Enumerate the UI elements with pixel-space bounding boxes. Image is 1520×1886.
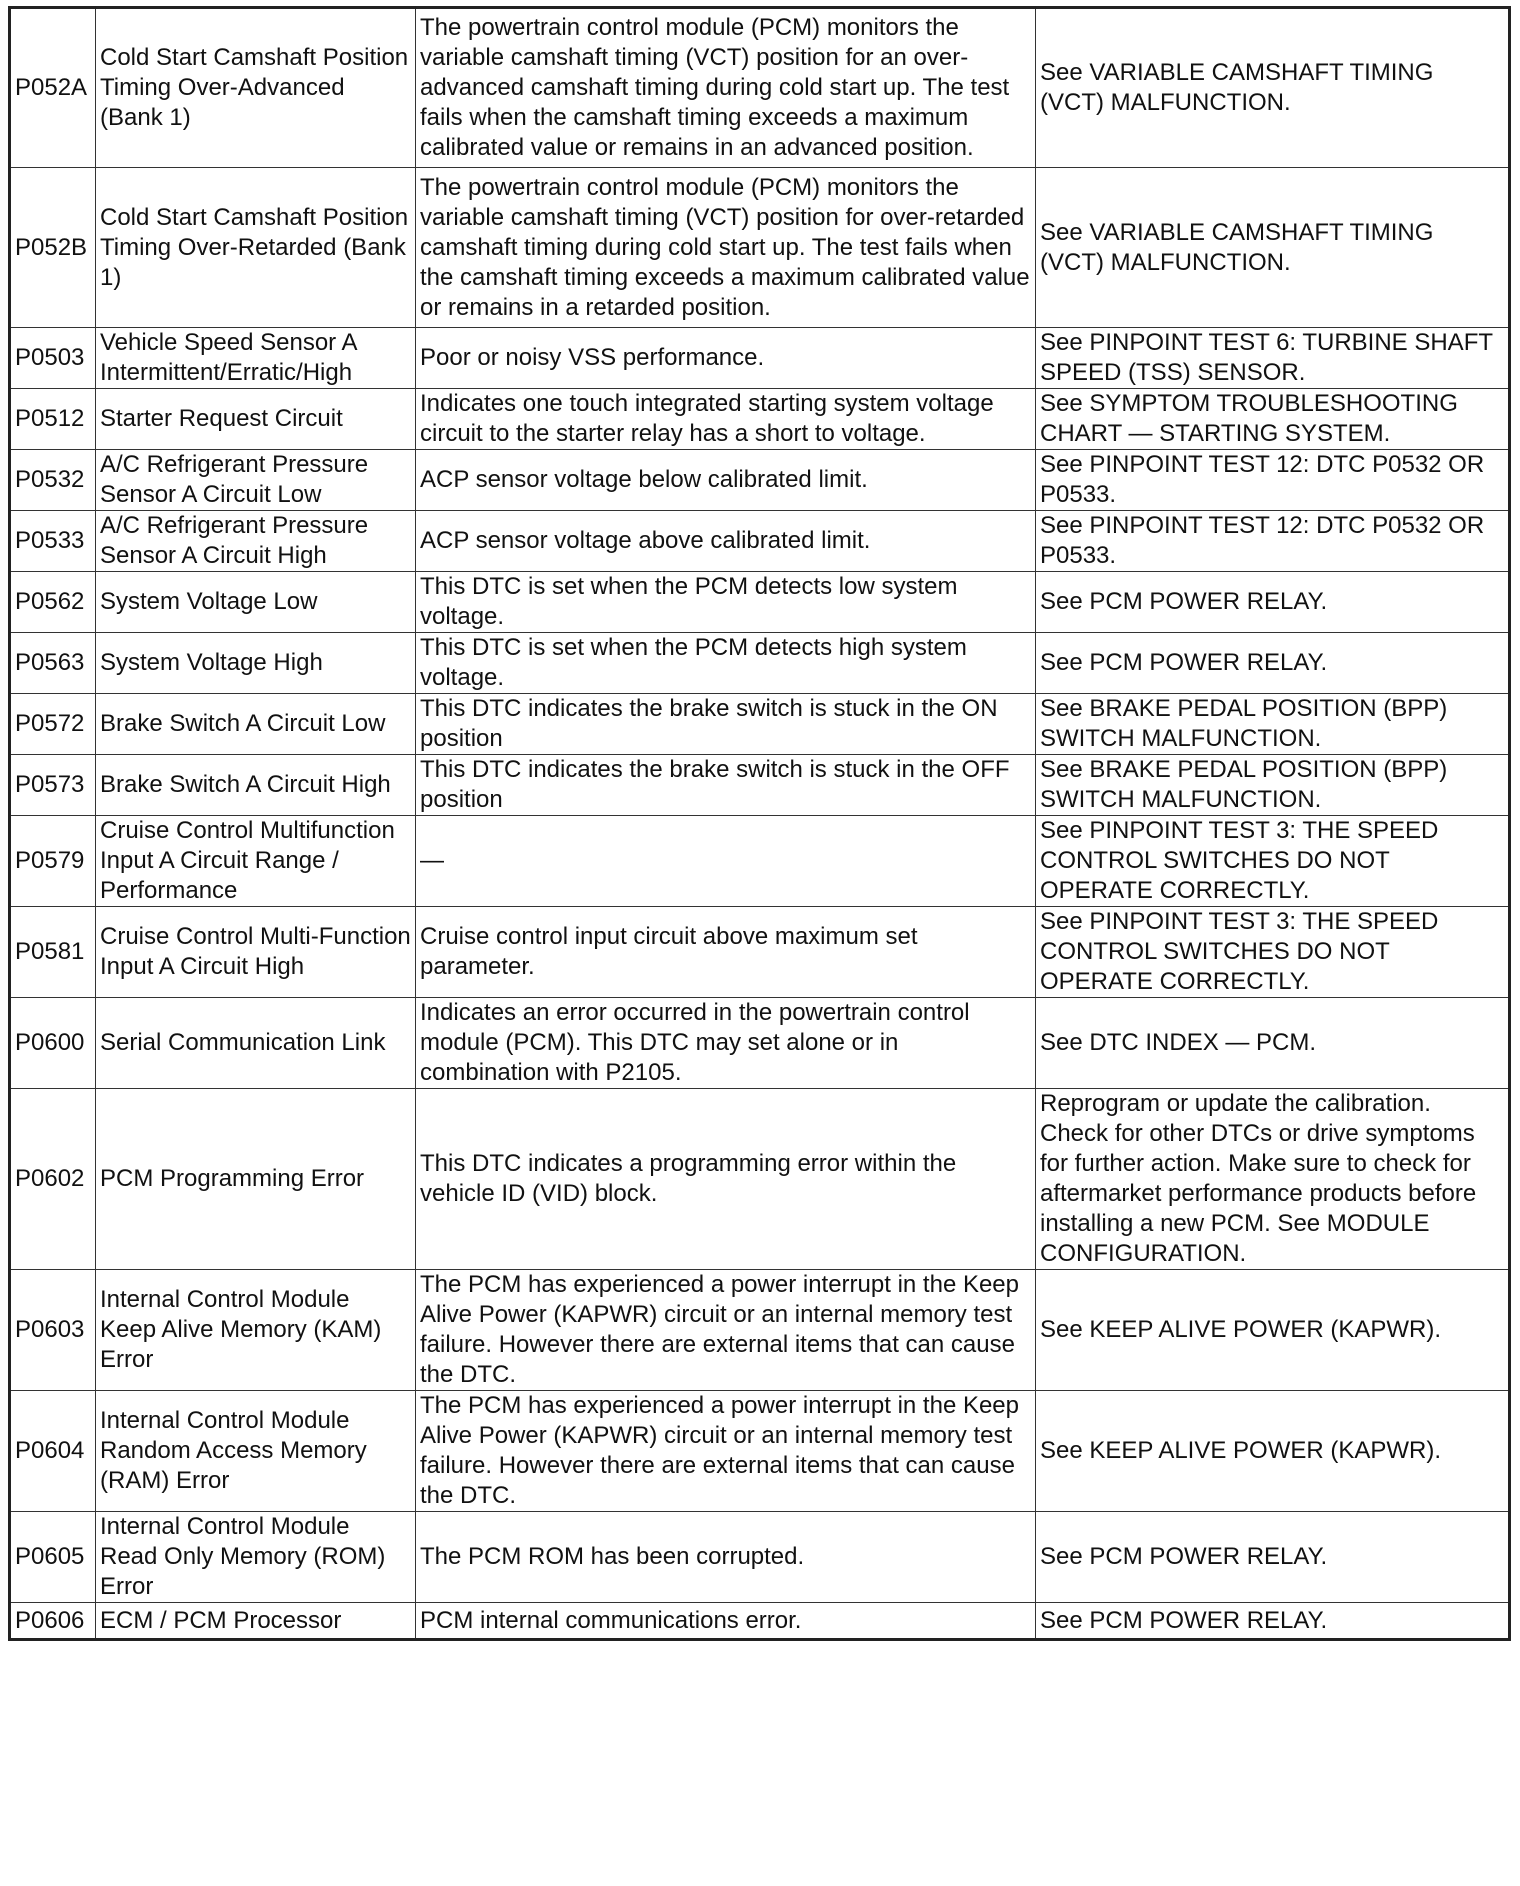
dtc-description-cell: Internal Control Module Keep Alive Memory (KAM) Error xyxy=(96,1270,416,1391)
dtc-code-cell: P052A xyxy=(10,8,96,168)
dtc-code-cell: P0573 xyxy=(10,755,96,816)
dtc-code-cell: P0572 xyxy=(10,694,96,755)
dtc-condition-cell: Indicates one touch integrated starting system voltage circuit to the starter relay has a short to voltage. xyxy=(416,389,1036,450)
dtc-code-cell: P0579 xyxy=(10,816,96,907)
table-row xyxy=(10,168,1510,328)
dtc-code-cell: P0533 xyxy=(10,511,96,572)
dtc-action-cell: Reprogram or update the calibration. Check for other DTCs or drive symptoms for further action. Make sure to check for aftermarket performance products before installing a new PCM. See MODULE CONFIGURATION. xyxy=(1036,1089,1510,1270)
dtc-description-cell: Serial Communication Link xyxy=(96,998,416,1089)
dtc-action-cell: See KEEP ALIVE POWER (KAPWR). xyxy=(1036,1270,1510,1391)
dtc-action-cell: See VARIABLE CAMSHAFT TIMING (VCT) MALFUNCTION. xyxy=(1036,168,1510,328)
dtc-action-cell: See PCM POWER RELAY. xyxy=(1036,1512,1510,1603)
dtc-condition-cell: Indicates an error occurred in the powertrain control module (PCM). This DTC may set alone or in combination with P2105. xyxy=(416,998,1036,1089)
dtc-code-cell: P0562 xyxy=(10,572,96,633)
dtc-description-cell: Cold Start Camshaft Position Timing Over-Advanced (Bank 1) xyxy=(96,8,416,168)
dtc-action-cell: See PINPOINT TEST 3: THE SPEED CONTROL SWITCHES DO NOT OPERATE CORRECTLY. xyxy=(1036,907,1510,998)
dtc-description-cell: Internal Control Module Random Access Memory (RAM) Error xyxy=(96,1391,416,1512)
dtc-table-body xyxy=(10,8,1510,1640)
dtc-description-cell: Starter Request Circuit xyxy=(96,389,416,450)
dtc-action-cell: See BRAKE PEDAL POSITION (BPP) SWITCH MALFUNCTION. xyxy=(1036,755,1510,816)
dtc-code-cell: P0606 xyxy=(10,1603,96,1640)
table-row xyxy=(10,1391,1510,1512)
table-row xyxy=(10,755,1510,816)
dtc-description-cell: ECM / PCM Processor xyxy=(96,1603,416,1640)
dtc-action-cell: See DTC INDEX — PCM. xyxy=(1036,998,1510,1089)
dtc-condition-cell: This DTC is set when the PCM detects high system voltage. xyxy=(416,633,1036,694)
table-row xyxy=(10,998,1510,1089)
dtc-condition-cell: The powertrain control module (PCM) monitors the variable camshaft timing (VCT) position for over-retarded camshaft timing during cold start up. The test fails when the camshaft timing exceeds a maximum calibrated value or remains in a retarded position. xyxy=(416,168,1036,328)
dtc-code-cell: P0581 xyxy=(10,907,96,998)
dtc-action-cell: See PCM POWER RELAY. xyxy=(1036,572,1510,633)
dtc-condition-cell: This DTC indicates the brake switch is stuck in the OFF position xyxy=(416,755,1036,816)
dtc-condition-cell: This DTC indicates a programming error within the vehicle ID (VID) block. xyxy=(416,1089,1036,1270)
dtc-action-cell: See PCM POWER RELAY. xyxy=(1036,633,1510,694)
dtc-code-cell: P0603 xyxy=(10,1270,96,1391)
dtc-condition-cell: The PCM has experienced a power interrupt in the Keep Alive Power (KAPWR) circuit or an internal memory test failure. However there are external items that can cause the DTC. xyxy=(416,1391,1036,1512)
dtc-condition-cell: The powertrain control module (PCM) monitors the variable camshaft timing (VCT) position for an over-advanced camshaft timing during cold start up. The test fails when the camshaft timing exceeds a maximum calibrated value or remains in an advanced position. xyxy=(416,8,1036,168)
table-row xyxy=(10,1603,1510,1640)
dtc-description-cell: System Voltage High xyxy=(96,633,416,694)
dtc-action-cell: See BRAKE PEDAL POSITION (BPP) SWITCH MALFUNCTION. xyxy=(1036,694,1510,755)
dtc-action-cell: See SYMPTOM TROUBLESHOOTING CHART — STARTING SYSTEM. xyxy=(1036,389,1510,450)
table-row xyxy=(10,511,1510,572)
dtc-condition-cell: — xyxy=(416,816,1036,907)
table-row xyxy=(10,1512,1510,1603)
dtc-code-cell: P0512 xyxy=(10,389,96,450)
dtc-condition-cell: ACP sensor voltage below calibrated limit. xyxy=(416,450,1036,511)
dtc-condition-cell: PCM internal communications error. xyxy=(416,1603,1036,1640)
dtc-condition-cell: Poor or noisy VSS performance. xyxy=(416,328,1036,389)
dtc-code-cell: P0602 xyxy=(10,1089,96,1270)
dtc-condition-cell: The PCM ROM has been corrupted. xyxy=(416,1512,1036,1603)
dtc-condition-cell: This DTC is set when the PCM detects low system voltage. xyxy=(416,572,1036,633)
dtc-condition-cell: ACP sensor voltage above calibrated limit. xyxy=(416,511,1036,572)
dtc-description-cell: Brake Switch A Circuit High xyxy=(96,755,416,816)
dtc-table xyxy=(8,6,1511,1641)
dtc-description-cell: PCM Programming Error xyxy=(96,1089,416,1270)
dtc-action-cell: See PINPOINT TEST 6: TURBINE SHAFT SPEED (TSS) SENSOR. xyxy=(1036,328,1510,389)
dtc-description-cell: Brake Switch A Circuit Low xyxy=(96,694,416,755)
dtc-condition-cell: The PCM has experienced a power interrupt in the Keep Alive Power (KAPWR) circuit or an internal memory test failure. However there are external items that can cause the DTC. xyxy=(416,1270,1036,1391)
dtc-condition-cell: Cruise control input circuit above maximum set parameter. xyxy=(416,907,1036,998)
table-row xyxy=(10,1089,1510,1270)
dtc-code-cell: P0605 xyxy=(10,1512,96,1603)
dtc-code-cell: P0503 xyxy=(10,328,96,389)
dtc-description-cell: Vehicle Speed Sensor A Intermittent/Erratic/High xyxy=(96,328,416,389)
dtc-description-cell: Cold Start Camshaft Position Timing Over-Retarded (Bank 1) xyxy=(96,168,416,328)
table-row xyxy=(10,450,1510,511)
dtc-action-cell: See PINPOINT TEST 12: DTC P0532 OR P0533. xyxy=(1036,450,1510,511)
table-row xyxy=(10,1270,1510,1391)
dtc-description-cell: Cruise Control Multi-Function Input A Circuit High xyxy=(96,907,416,998)
dtc-code-cell: P0532 xyxy=(10,450,96,511)
dtc-code-cell: P0563 xyxy=(10,633,96,694)
table-row xyxy=(10,328,1510,389)
dtc-action-cell: See PINPOINT TEST 12: DTC P0532 OR P0533. xyxy=(1036,511,1510,572)
dtc-condition-cell: This DTC indicates the brake switch is stuck in the ON position xyxy=(416,694,1036,755)
dtc-action-cell: See KEEP ALIVE POWER (KAPWR). xyxy=(1036,1391,1510,1512)
dtc-description-cell: Cruise Control Multifunction Input A Circuit Range / Performance xyxy=(96,816,416,907)
table-row xyxy=(10,816,1510,907)
table-row xyxy=(10,694,1510,755)
dtc-code-cell: P052B xyxy=(10,168,96,328)
dtc-action-cell: See VARIABLE CAMSHAFT TIMING (VCT) MALFUNCTION. xyxy=(1036,8,1510,168)
dtc-action-cell: See PINPOINT TEST 3: THE SPEED CONTROL SWITCHES DO NOT OPERATE CORRECTLY. xyxy=(1036,816,1510,907)
table-row xyxy=(10,8,1510,168)
dtc-description-cell: A/C Refrigerant Pressure Sensor A Circuit Low xyxy=(96,450,416,511)
table-row xyxy=(10,633,1510,694)
table-row xyxy=(10,389,1510,450)
dtc-code-cell: P0600 xyxy=(10,998,96,1089)
dtc-code-cell: P0604 xyxy=(10,1391,96,1512)
dtc-description-cell: System Voltage Low xyxy=(96,572,416,633)
table-row xyxy=(10,572,1510,633)
dtc-action-cell: See PCM POWER RELAY. xyxy=(1036,1603,1510,1640)
table-row xyxy=(10,907,1510,998)
dtc-description-cell: Internal Control Module Read Only Memory (ROM) Error xyxy=(96,1512,416,1603)
dtc-description-cell: A/C Refrigerant Pressure Sensor A Circuit High xyxy=(96,511,416,572)
